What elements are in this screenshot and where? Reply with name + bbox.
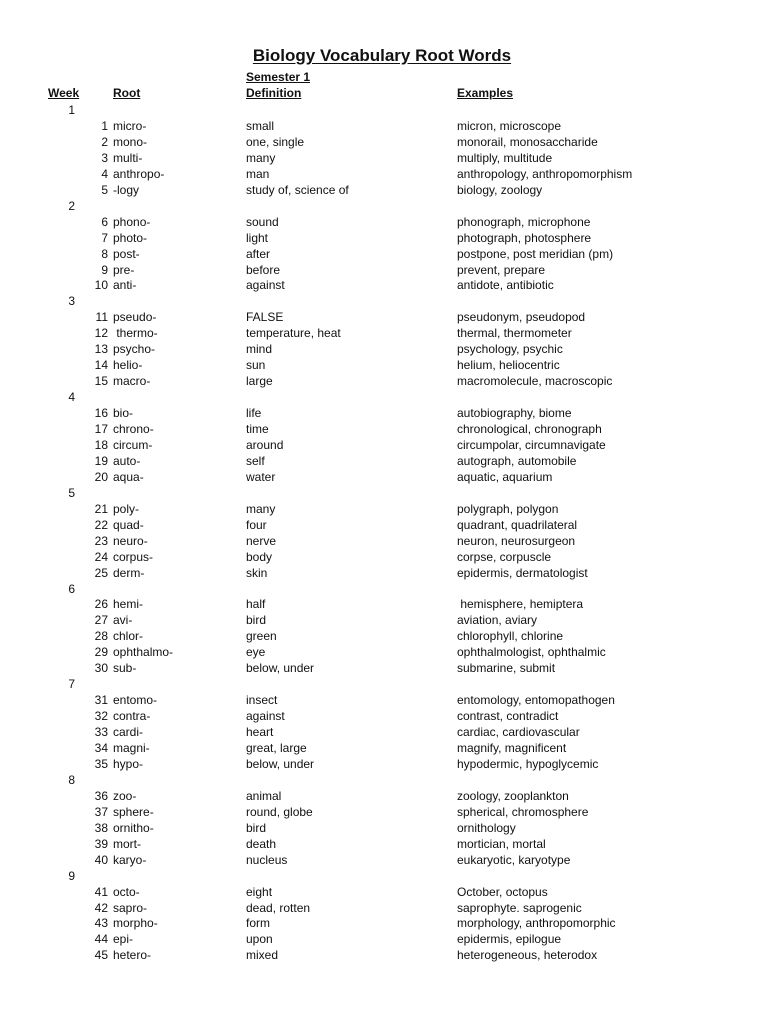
definition: many (246, 150, 276, 165)
examples: psychology, psychic (457, 342, 563, 357)
row-number: 34 (94, 741, 108, 755)
row-number: 37 (94, 804, 108, 819)
row-number: 3 (101, 150, 108, 165)
week-number: 4 (68, 390, 75, 405)
row-number: 33 (94, 725, 108, 740)
definition: FALSE (246, 310, 284, 325)
examples: saprophyte. saprogenic (457, 900, 582, 915)
examples: circumpolar, circumnavigate (457, 437, 606, 452)
row-number: 7 (101, 230, 108, 245)
examples: postpone, post meridian (pm) (457, 246, 614, 261)
definition: nerve (246, 533, 277, 548)
definition: water (246, 469, 276, 484)
row-number: 23 (94, 533, 108, 548)
root-word: pre- (113, 262, 135, 277)
row-number: 16 (94, 406, 108, 421)
root-word: chlor- (113, 629, 144, 644)
definition: many (246, 501, 276, 516)
row-number: 2 (101, 134, 108, 149)
examples: zoology, zooplankton (457, 788, 569, 803)
examples: ornithology (457, 820, 516, 835)
root-word: mort- (113, 836, 141, 851)
row-number: 35 (94, 756, 108, 771)
row-number: 28 (94, 629, 108, 644)
examples: quadrant, quadrilateral (457, 517, 578, 532)
examples: corpse, corpuscle (457, 549, 552, 564)
table-row (0, 437, 768, 453)
definition: temperature, heat (246, 326, 341, 341)
examples: micron, microscope (457, 118, 562, 133)
row-number: 4 (101, 166, 108, 181)
definition: life (246, 406, 262, 421)
row-number: 17 (94, 422, 108, 436)
week-number: 5 (68, 485, 75, 500)
row-number: 27 (94, 613, 108, 628)
definition: small (246, 118, 275, 133)
examples: mortician, mortal (457, 836, 546, 851)
examples: spherical, chromosphere (457, 804, 589, 819)
examples: anthropology, anthropomorphism (457, 166, 633, 181)
root-word: quad- (113, 517, 144, 532)
definition: sun (246, 358, 266, 373)
root-word: auto- (113, 453, 141, 468)
table-row (0, 612, 768, 628)
definition: upon (246, 932, 273, 947)
examples: hemisphere, hemiptera (457, 597, 584, 612)
root-word: thermo- (113, 326, 158, 341)
root-word: sphere- (113, 804, 154, 819)
week-number: 2 (68, 198, 75, 213)
definition: large (246, 374, 273, 389)
root-word: photo- (113, 230, 148, 245)
table-row (0, 852, 768, 868)
row-number: 14 (94, 358, 108, 373)
examples: multiply, multitude (457, 150, 553, 165)
root-word: hemi- (113, 597, 144, 612)
row-number: 29 (94, 645, 108, 660)
table-row (0, 533, 768, 549)
row-number: 42 (94, 900, 108, 915)
root-word: hetero- (113, 948, 152, 963)
examples: macromolecule, macroscopic (457, 374, 613, 389)
table-row (0, 246, 768, 262)
root-word: psycho- (113, 342, 156, 357)
row-number: 20 (94, 469, 108, 484)
page-title: Biology Vocabulary Root Words (252, 46, 512, 65)
examples: magnify, magnificent (457, 741, 567, 755)
table-row (0, 134, 768, 150)
table-row (0, 931, 768, 947)
definition: nucleus (246, 852, 288, 867)
examples: morphology, anthropomorphic (457, 916, 616, 931)
root-word: pseudo- (113, 310, 157, 325)
row-number: 25 (94, 565, 108, 580)
table-row (0, 915, 768, 931)
row-number: 36 (94, 788, 108, 803)
examples: aquatic, aquarium (457, 469, 553, 484)
root-word: morpho- (113, 916, 158, 931)
definition: self (246, 453, 265, 468)
row-number: 6 (101, 214, 108, 229)
root-word: octo- (113, 884, 140, 899)
table-row (0, 788, 768, 804)
root-word: bio- (113, 406, 134, 421)
header-definition: Definition (246, 86, 302, 100)
table-row (0, 277, 768, 293)
table-row (0, 230, 768, 246)
table-row (0, 836, 768, 852)
root-word: derm- (113, 565, 145, 580)
definition: mind (246, 342, 273, 357)
row-number: 45 (94, 948, 108, 963)
root-word: phono- (113, 214, 151, 229)
week-row (0, 102, 768, 118)
definition: time (246, 422, 269, 436)
root-word: karyo- (113, 852, 147, 867)
table-row (0, 309, 768, 325)
table-row (0, 405, 768, 421)
row-number: 15 (94, 374, 108, 389)
examples: chronological, chronograph (457, 422, 602, 436)
table-row (0, 118, 768, 134)
row-number: 38 (94, 820, 108, 835)
row-number: 41 (94, 884, 108, 899)
root-word: sub- (113, 661, 137, 676)
table-row (0, 325, 768, 341)
examples: thermal, thermometer (457, 326, 572, 341)
definition: before (246, 262, 281, 277)
examples: epidermis, dermatologist (457, 565, 588, 580)
examples: autograph, automobile (457, 453, 577, 468)
row-number: 10 (94, 278, 108, 293)
root-word: anti- (113, 278, 137, 293)
definition: heart (246, 725, 274, 740)
examples: cardiac, cardiovascular (457, 725, 580, 740)
definition: body (246, 549, 273, 564)
definition: bird (246, 820, 267, 835)
table-row (0, 214, 768, 230)
root-word: hypo- (113, 756, 144, 771)
examples: polygraph, polygon (457, 501, 559, 516)
root-word: anthropo- (113, 166, 165, 181)
examples: entomology, entomopathogen (457, 693, 615, 708)
row-number: 24 (94, 549, 108, 564)
root-word: mono- (113, 134, 148, 149)
root-word: aqua- (113, 469, 144, 484)
examples: hypodermic, hypoglycemic (457, 756, 599, 771)
row-number: 9 (101, 262, 108, 277)
examples: neuron, neurosurgeon (457, 533, 576, 548)
examples: aviation, aviary (457, 613, 538, 628)
definition: bird (246, 613, 267, 628)
table-row (0, 644, 768, 660)
examples: antidote, antibiotic (457, 278, 554, 293)
root-word: micro- (113, 118, 147, 133)
row-number: 18 (94, 437, 108, 452)
examples: photograph, photosphere (457, 230, 592, 245)
header-week: Week (48, 86, 80, 100)
row-number: 30 (94, 661, 108, 676)
table-row (0, 166, 768, 182)
examples: heterogeneous, heterodox (457, 948, 598, 963)
week-number: 6 (68, 581, 75, 596)
week-number: 7 (68, 677, 75, 692)
table-row (0, 900, 768, 916)
week-number: 3 (68, 294, 75, 309)
week-number: 9 (68, 868, 75, 883)
table-row (0, 262, 768, 278)
examples: ophthalmologist, ophthalmic (457, 645, 606, 660)
table-row (0, 453, 768, 469)
table-row (0, 182, 768, 198)
table-row (0, 517, 768, 533)
table-row (0, 549, 768, 565)
definition: below, under (246, 661, 315, 676)
week-number: 1 (68, 103, 75, 117)
table-row (0, 740, 768, 756)
table-row (0, 373, 768, 389)
examples: submarine, submit (457, 661, 556, 676)
row-number: 43 (94, 916, 108, 931)
header-root: Root (113, 86, 141, 100)
examples: contrast, contradict (457, 709, 559, 724)
table-row (0, 724, 768, 740)
examples: prevent, prepare (457, 262, 546, 277)
table-row (0, 469, 768, 485)
table-row (0, 756, 768, 772)
definition: death (246, 836, 277, 851)
table-row (0, 565, 768, 581)
root-word: circum- (113, 437, 153, 452)
week-number: 8 (68, 772, 75, 787)
definition: insect (246, 693, 278, 708)
week-row (0, 868, 768, 884)
examples: chlorophyll, chlorine (457, 629, 564, 644)
definition: one, single (246, 134, 305, 149)
row-number: 32 (94, 709, 108, 724)
table-row (0, 804, 768, 820)
table-row (0, 628, 768, 644)
definition: four (246, 517, 267, 532)
definition: below, under (246, 756, 315, 771)
row-number: 22 (94, 517, 108, 532)
definition: eight (246, 884, 273, 899)
row-number: 12 (94, 326, 108, 341)
examples: phonograph, microphone (457, 214, 591, 229)
definition: sound (246, 214, 279, 229)
definition: eye (246, 645, 266, 660)
definition: green (246, 629, 277, 644)
row-number: 44 (94, 932, 108, 947)
examples: biology, zoology (457, 182, 543, 197)
definition: against (246, 278, 285, 293)
examples: pseudonym, pseudopod (457, 310, 586, 325)
definition: man (246, 166, 270, 181)
table-row (0, 421, 768, 437)
week-row (0, 485, 768, 501)
root-word: multi- (113, 150, 143, 165)
week-row (0, 293, 768, 309)
definition: skin (246, 565, 268, 580)
table-row (0, 501, 768, 517)
table-row (0, 692, 768, 708)
examples: October, octopus (457, 884, 548, 899)
root-word: post- (113, 246, 140, 261)
definition: half (246, 597, 266, 612)
root-word: macro- (113, 374, 151, 389)
definition: form (246, 916, 270, 931)
examples: epidermis, epilogue (457, 932, 562, 947)
row-number: 5 (101, 182, 108, 197)
week-row (0, 581, 768, 597)
semester-label: Semester 1 (246, 70, 311, 84)
examples: eukaryotic, karyotype (457, 852, 571, 867)
row-number: 31 (94, 693, 108, 708)
root-word: -logy (113, 182, 140, 197)
row-number: 1 (101, 118, 108, 133)
row-number: 26 (94, 597, 108, 612)
root-word: helio- (113, 358, 143, 373)
table-row (0, 341, 768, 357)
table-row (0, 884, 768, 900)
week-row (0, 389, 768, 405)
row-number: 40 (94, 852, 108, 867)
definition: light (246, 230, 269, 245)
root-word: epi- (113, 932, 134, 947)
row-number: 8 (101, 246, 108, 261)
root-word: sapro- (113, 900, 148, 915)
row-number: 19 (94, 453, 108, 468)
row-number: 11 (95, 310, 108, 325)
table-row (0, 357, 768, 373)
root-word: entomo- (113, 693, 158, 708)
definition: mixed (246, 948, 279, 963)
root-word: cardi- (113, 725, 144, 740)
examples: helium, heliocentric (457, 358, 560, 373)
table-row (0, 660, 768, 676)
examples: monorail, monosaccharide (457, 134, 598, 149)
root-word: ornitho- (113, 820, 154, 835)
definition: dead, rotten (246, 900, 311, 915)
definition: animal (246, 788, 282, 803)
root-word: ophthalmo- (113, 645, 174, 660)
table-row (0, 150, 768, 166)
root-word: neuro- (113, 533, 148, 548)
definition: study of, science of (246, 182, 349, 197)
root-word: magni- (113, 741, 150, 755)
table-row (0, 596, 768, 612)
root-word: corpus- (113, 549, 154, 564)
root-word: avi- (113, 613, 133, 628)
definition: around (246, 437, 284, 452)
week-row (0, 772, 768, 788)
table-row (0, 708, 768, 724)
root-word: chrono- (113, 422, 154, 436)
week-row (0, 198, 768, 214)
definition: after (246, 246, 271, 261)
examples: autobiography, biome (457, 406, 572, 421)
week-row (0, 676, 768, 692)
root-word: poly- (113, 501, 140, 516)
root-word: zoo- (113, 788, 137, 803)
row-number: 39 (94, 836, 108, 851)
definition: great, large (246, 741, 307, 755)
header-examples: Examples (457, 86, 514, 100)
table-row (0, 820, 768, 836)
root-word: contra- (113, 709, 151, 724)
row-number: 13 (94, 342, 108, 357)
row-number: 21 (94, 501, 108, 516)
definition: against (246, 709, 285, 724)
table-row (0, 947, 768, 963)
definition: round, globe (246, 804, 313, 819)
